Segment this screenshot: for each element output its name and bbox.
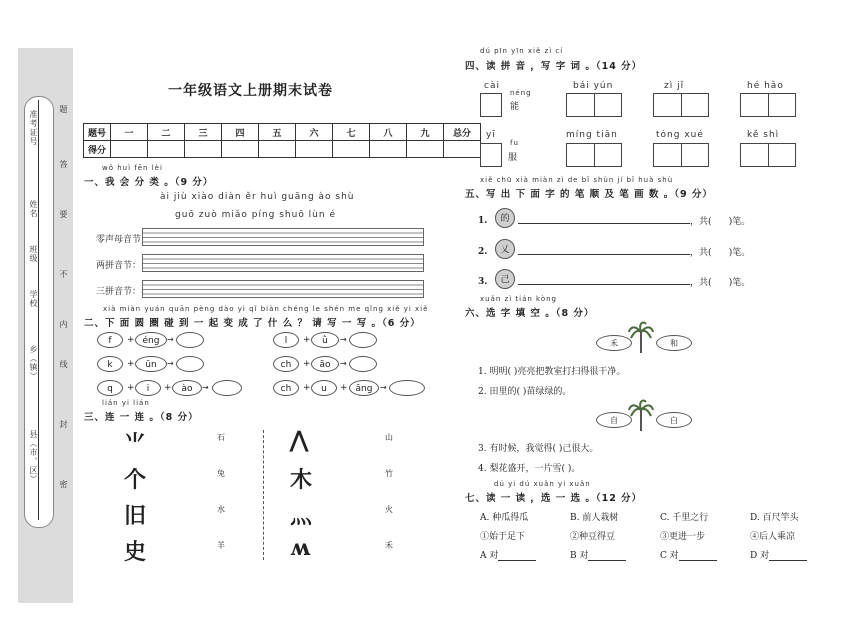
answer-oval[interactable]: [389, 380, 425, 396]
dashed-divider: [263, 430, 264, 560]
word-water[interactable]: 水: [217, 505, 225, 514]
q1-row-label: 零声母音节: [96, 235, 142, 245]
q7-option: ②种豆得豆: [570, 532, 616, 542]
q4-pinyin-yi: yī: [486, 130, 496, 140]
q7-option: A. 种瓜得瓜: [480, 513, 529, 523]
q1-pinyin: wǒ huì fēn lèi: [102, 164, 163, 172]
writing-grid[interactable]: [653, 143, 709, 167]
q2-title: 二、下 面 圆 圈 碰 到 一 起 变 成 了 什 么 ？ 请 写 一 写 。（6 分）: [84, 318, 421, 329]
q3-title: 三、连 一 连 。（8 分）: [84, 412, 199, 423]
syllable-oval: āng: [349, 380, 379, 396]
q5-pinyin: xiě chū xià miàn zì de bǐ shùn jí bǐ huà shù: [480, 176, 674, 184]
arrow-icon: →: [167, 335, 174, 344]
syllable-oval: ch: [273, 380, 299, 396]
q1-syllables-row2: guō zuò miǎo píng shuō lùn é: [175, 210, 336, 220]
q7-option: C. 千里之行: [660, 513, 709, 523]
plus-sign: +: [303, 383, 311, 393]
q5-item-number: 3.: [478, 277, 488, 287]
plus-sign: +: [303, 359, 311, 369]
score-input-cell[interactable]: [370, 141, 407, 158]
q4-title: 四、读 拼 音 ，写 字 词 。（14 分）: [465, 61, 643, 72]
q6-pinyin: xuǎn zì tián kòng: [480, 295, 557, 303]
score-header-cell: 八: [370, 124, 407, 141]
arrow-icon: →: [167, 359, 174, 368]
word-stone[interactable]: 石: [217, 433, 225, 442]
pictograph-stone[interactable]: ⺌: [124, 431, 147, 457]
syllable-oval: u: [311, 380, 337, 396]
q5-char-gourd: 己: [495, 269, 515, 289]
syllable-oval: ch: [273, 356, 299, 372]
arrow-icon: →: [380, 383, 387, 392]
pictograph-rabbit[interactable]: 个: [124, 467, 147, 493]
palm-tree-icon: [628, 398, 654, 432]
writing-grid[interactable]: [480, 143, 502, 167]
q6-sentence[interactable]: 1. 明明( )亮亮把教室打扫得很干净。: [478, 367, 626, 377]
q5-answer-line[interactable]: ，共( )笔。: [518, 275, 750, 288]
seal-char-da: 答: [59, 160, 68, 169]
q4-pinyin-tongxue: tóng xué: [656, 130, 704, 140]
answer-oval[interactable]: [349, 332, 377, 348]
score-header-cell: 五: [259, 124, 296, 141]
pictograph-sheep[interactable]: 史: [124, 539, 147, 565]
q5-item-number: 1.: [478, 216, 488, 226]
q7-option: D. 百尺竿头: [750, 513, 799, 523]
syllable-oval: ūn: [135, 356, 167, 372]
q5-char-gourd: 乂: [495, 239, 515, 259]
pictograph-mountain[interactable]: ⋀: [290, 427, 309, 453]
q7-option: ③更进一步: [660, 532, 706, 542]
q4-pinyin-mingtian: míng tiān: [566, 130, 618, 140]
q4-pinyin: dú pīn yīn xiě zì cí: [480, 47, 564, 55]
choice-oval: 自: [596, 412, 632, 428]
q1-writing-lines[interactable]: [142, 280, 424, 298]
q4-hint-char: 服: [508, 153, 518, 163]
q3-pinyin: lián yi lián: [102, 399, 150, 407]
seal-char-nei: 内: [59, 320, 68, 329]
arrow-icon: →: [340, 335, 347, 344]
q7-option: ④后人乘凉: [750, 532, 796, 542]
syllable-oval: f: [97, 332, 123, 348]
score-row-label: 得分: [84, 141, 111, 158]
syllable-oval: i: [135, 380, 161, 396]
word-grain[interactable]: 禾: [385, 541, 393, 550]
q6-sentence[interactable]: 3. 有时候，我觉得( )己很大。: [478, 444, 599, 454]
q1-title: 一、我 会 分 类 。（9 分）: [84, 177, 214, 188]
strip-label-name: 姓名: [29, 200, 38, 218]
plus-sign: +: [340, 383, 348, 393]
answer-oval[interactable]: [212, 380, 242, 396]
q7-option: B. 前人栽树: [570, 513, 619, 523]
writing-grid[interactable]: [566, 143, 622, 167]
pictograph-grain[interactable]: ʍ: [290, 535, 310, 561]
choice-oval: 白: [656, 412, 692, 428]
strip-label-town: 乡（镇）: [29, 345, 38, 381]
q1-row-label: 三拼音节：: [96, 287, 142, 297]
plus-sign: +: [127, 335, 135, 345]
writing-grid[interactable]: [480, 93, 502, 117]
syllable-oval: k: [97, 356, 123, 372]
exam-title: 一年级语文上册期末试卷: [168, 83, 333, 99]
seal-char-xian: 线: [59, 360, 68, 369]
q7-pinyin: dú yi dú xuǎn yi xuǎn: [494, 480, 591, 488]
q4-hint-pinyin: néng: [510, 89, 532, 97]
q5-title: 五、写 出 下 面 字 的 笔 顺 及 笔 画 数 。（9 分）: [465, 189, 713, 200]
q5-answer-line[interactable]: ，共( )笔。: [518, 245, 750, 258]
seal-char-feng: 封: [59, 420, 68, 429]
word-mountain[interactable]: 山: [385, 433, 393, 442]
q6-sentence[interactable]: 2. 田里的( )苗绿绿的。: [478, 387, 572, 397]
strip-label-class: 班级: [29, 245, 38, 263]
q4-hint-char: 能: [510, 102, 520, 112]
answer-oval[interactable]: [349, 356, 377, 372]
score-header-cell: 七: [333, 124, 370, 141]
score-input-cell[interactable]: [185, 141, 222, 158]
word-rabbit[interactable]: 兔: [217, 469, 225, 478]
syllable-oval: ào: [172, 380, 202, 396]
score-header-cell: 九: [407, 124, 444, 141]
q1-row-label: 两拼音节：: [96, 261, 142, 271]
score-input-cell[interactable]: [296, 141, 333, 158]
q4-pinyin-ziji: zì jǐ: [664, 81, 685, 91]
score-input-cell[interactable]: [333, 141, 370, 158]
plus-sign: +: [164, 383, 172, 393]
palm-tree-icon: [628, 320, 654, 354]
q5-item-number: 2.: [478, 247, 488, 257]
score-header-cell: 六: [296, 124, 333, 141]
plus-sign: +: [303, 335, 311, 345]
syllable-oval: ǜ: [311, 332, 339, 348]
seal-char-mi: 密: [59, 480, 68, 489]
q7-answer[interactable]: C 对: [660, 548, 717, 561]
choice-oval: 和: [656, 335, 692, 351]
score-input-cell[interactable]: [148, 141, 185, 158]
score-input-cell[interactable]: [407, 141, 444, 158]
writing-grid[interactable]: [740, 93, 796, 117]
score-header-cell: 题号: [84, 124, 111, 141]
syllable-oval: l: [273, 332, 299, 348]
q5-answer-line[interactable]: ，共( )笔。: [518, 214, 750, 227]
q1-syllables-row1: ài jiù xiào diàn ěr huì guāng ào shù: [160, 192, 355, 202]
score-input-cell[interactable]: [259, 141, 296, 158]
q4-pinyin-baiyun: bái yún: [573, 81, 614, 91]
writing-grid[interactable]: [740, 143, 796, 167]
score-header-cell: 一: [111, 124, 148, 141]
seal-char-yao: 要: [59, 210, 68, 219]
plus-sign: +: [127, 359, 135, 369]
answer-oval[interactable]: [176, 332, 204, 348]
syllable-oval: q: [97, 380, 123, 396]
strip-label-county: 县（市、区）: [29, 430, 38, 484]
q6-title: 六、选 字 填 空 。（8 分）: [465, 308, 595, 319]
plus-sign: +: [127, 383, 135, 393]
q7-option: ①始于足下: [480, 532, 526, 542]
q7-title: 七、读 一 读 ，选 一 选 。（12 分）: [465, 493, 643, 504]
pictograph-bamboo[interactable]: 木: [290, 467, 313, 493]
pictograph-water[interactable]: 旧: [124, 503, 147, 529]
arrow-icon: →: [202, 383, 209, 392]
syllable-oval: éng: [135, 332, 167, 348]
score-header-cell: 二: [148, 124, 185, 141]
q4-pinyin-keshi: kě shì: [747, 130, 780, 140]
score-header-cell: 三: [185, 124, 222, 141]
score-input-cell[interactable]: [111, 141, 148, 158]
q1-writing-lines[interactable]: [142, 254, 424, 272]
seal-char-bu: 不: [59, 270, 68, 279]
q7-answer[interactable]: B 对: [570, 548, 626, 561]
word-sheep[interactable]: 羊: [217, 541, 225, 550]
writing-grid[interactable]: [566, 93, 622, 117]
score-header-cell: 四: [222, 124, 259, 141]
score-header-cell: 总分: [444, 124, 481, 141]
arrow-icon: →: [340, 359, 347, 368]
q7-answer[interactable]: D 对: [750, 548, 807, 561]
pictograph-fire[interactable]: 灬: [290, 503, 313, 529]
word-bamboo[interactable]: 竹: [385, 469, 393, 478]
score-input-cell[interactable]: [222, 141, 259, 158]
q6-sentence[interactable]: 4. 梨花盛开，一片雪( )。: [478, 464, 581, 474]
score-table: [83, 123, 481, 158]
choice-oval: 禾: [596, 335, 632, 351]
strip-label-exam-no: 准考证号: [29, 110, 38, 146]
seal-char-ti: 题: [59, 105, 68, 114]
writing-grid[interactable]: [653, 93, 709, 117]
strip-label-school: 学校: [29, 290, 38, 308]
q1-writing-lines[interactable]: [142, 228, 424, 246]
answer-oval[interactable]: [176, 356, 204, 372]
score-input-cell[interactable]: [444, 141, 481, 158]
q4-hint-pinyin: fu: [510, 139, 519, 147]
word-fire[interactable]: 火: [385, 505, 393, 514]
q5-char-gourd: 的: [495, 208, 515, 228]
syllable-oval: āo: [311, 356, 339, 372]
q7-answer[interactable]: A 对: [480, 548, 536, 561]
q4-pinyin-hehao: hé hǎo: [747, 81, 784, 91]
q2-pinyin: xià miàn yuán quān pèng dào yì qǐ biàn chéng le shén me qǐng xiě yi xiě: [103, 305, 429, 313]
q4-pinyin-cai: cài: [484, 81, 500, 91]
